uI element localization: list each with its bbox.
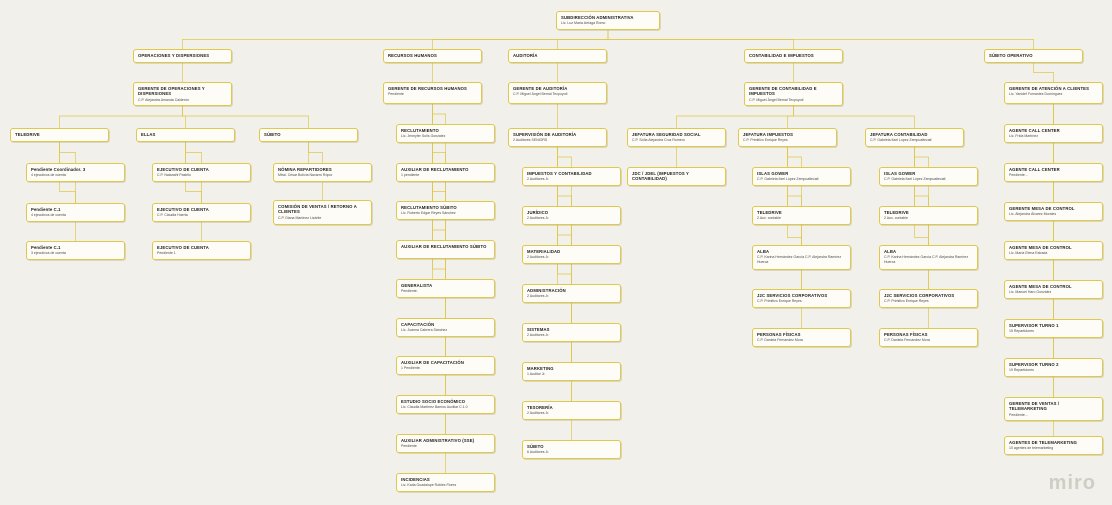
org-node-a4[interactable] xyxy=(522,284,621,303)
org-node-ji2[interactable] xyxy=(752,206,851,225)
org-node-title: Pendiente Coordinador. 3 xyxy=(31,167,86,172)
org-node-subtitle: C.P. Sofía Alejandra Cruz Romero xyxy=(632,138,685,143)
org-node-so8[interactable] xyxy=(1004,397,1103,421)
org-node-ger_op[interactable] xyxy=(133,82,232,106)
org-node-rh2[interactable] xyxy=(396,163,495,182)
org-node-subtitle: C.P. Alejandra Amanda Calderón xyxy=(138,97,189,102)
org-node-title: RECURSOS HUMANOS xyxy=(388,53,437,58)
org-node-col4_head[interactable] xyxy=(744,49,843,63)
org-node-s2[interactable] xyxy=(273,200,372,225)
org-node-subtitle: C.P. Daniela Fernandez Mora xyxy=(757,338,803,343)
org-node-title: SUPERVISOR TURNO 1 xyxy=(1009,323,1059,328)
org-node-subtitle: C.P. Primitivo Enrique Reyes xyxy=(757,299,802,304)
org-node-jss[interactable] xyxy=(627,128,726,147)
org-node-so3[interactable] xyxy=(1004,202,1103,221)
org-node-title: TESORERÍA xyxy=(527,405,553,410)
org-node-teledrive[interactable] xyxy=(10,128,109,142)
org-node-a3[interactable] xyxy=(522,245,621,264)
org-node-title: RECLUTAMIENTO SÚBITO xyxy=(401,205,457,210)
org-node-title: PERSONAS FÍSICAS xyxy=(757,332,801,337)
org-node-e3[interactable] xyxy=(152,241,251,260)
org-node-jc3[interactable] xyxy=(879,245,978,270)
org-node-so1[interactable] xyxy=(1004,124,1103,143)
org-node-title: JEFATURA IMPUESTOS xyxy=(743,132,794,137)
org-node-ger_au[interactable] xyxy=(508,82,607,104)
org-node-jimp[interactable] xyxy=(738,128,837,147)
org-node-title: GERENTE DE ATENCIÓN A CLIENTES xyxy=(1009,86,1090,91)
org-node-subtitle: 6 Auditores Jr. xyxy=(527,450,550,455)
org-node-title: INCIDENCIAS xyxy=(401,477,430,482)
org-node-subtitle: 2 Auditores Jr. xyxy=(527,411,550,416)
org-node-subtitle: Lic. Roberto Edgar Reyes Sánchez xyxy=(401,211,456,216)
org-node-title: ISLAS GOWER xyxy=(757,171,789,176)
org-node-a7[interactable] xyxy=(522,401,621,420)
org-node-col3_head[interactable] xyxy=(508,49,607,63)
org-node-jcon[interactable] xyxy=(865,128,964,147)
org-node-title: J2C SERVICIOS CORPORATIVOS xyxy=(884,293,955,298)
org-node-title: JEFATURA SEGURIDAD SOCIAL xyxy=(632,132,701,137)
org-node-subtitle: Pendiente 1 xyxy=(157,251,176,256)
org-node-title: CAPACITACIÓN xyxy=(401,322,435,327)
org-node-t3[interactable] xyxy=(26,241,125,260)
org-node-col1_head[interactable] xyxy=(133,49,232,63)
org-node-s1[interactable] xyxy=(273,163,372,182)
org-node-title: ESTUDIO SOCIO ECONÓMICO xyxy=(401,399,466,404)
org-node-subtitle: 4 ejecutivos de cuenta xyxy=(31,173,66,178)
org-node-subtitle: Lic. María Elena Estrada xyxy=(1009,251,1048,256)
org-node-title: COMISIÓN DE VENTAS / RETORNO A CLIENTES xyxy=(278,204,357,215)
org-node-title: EJECUTIVO DE CUENTA xyxy=(157,167,209,172)
org-node-title: SÚBITO xyxy=(527,444,544,449)
org-node-title: ELLAS xyxy=(141,132,156,137)
org-node-a1[interactable] xyxy=(522,167,621,186)
org-node-title: SUPERVISOR TURNO 2 xyxy=(1009,362,1059,367)
org-node-subtitle: 2 Auditores Jr. xyxy=(527,294,550,299)
org-node-subtitle: C.P. Gabriela Itzel López Zempualtecatl xyxy=(884,177,946,182)
org-node-so7[interactable] xyxy=(1004,358,1103,377)
org-node-subtitle: 1 pendiente xyxy=(401,173,420,178)
org-node-subtitle: C.P. Miguel Ángel Bernal Tecpoyotl xyxy=(513,92,568,97)
org-node-title: TELEDRIVE xyxy=(884,210,909,215)
org-node-subtitle: C.P. Primitivo Enrique Reyes xyxy=(743,138,788,143)
org-node-title: SÚBITO OPERATIVO xyxy=(989,53,1033,58)
org-node-jc4[interactable] xyxy=(879,289,978,308)
org-node-title: IMPUESTOS Y CONTABILIDAD xyxy=(527,171,592,176)
org-node-subtitle: Lic. Alejandra Álvarez Morales xyxy=(1009,212,1057,217)
org-node-title: SISTEMAS xyxy=(527,327,550,332)
org-node-ji3[interactable] xyxy=(752,245,851,270)
org-node-subtitle: 2 Auditores Jr. xyxy=(527,216,550,221)
org-node-title: TELEDRIVE xyxy=(757,210,782,215)
org-node-title: ISLAS GOWER xyxy=(884,171,916,176)
org-node-so4[interactable] xyxy=(1004,241,1103,260)
org-node-title: GERENTE MESA DE CONTROL xyxy=(1009,206,1075,211)
org-node-subtitle: 2 Auditores Jr. xyxy=(527,177,550,182)
org-node-title: EJECUTIVO DE CUENTA xyxy=(157,245,209,250)
org-node-title: AUXILIAR ADMINISTRATIVO (SSE) xyxy=(401,438,475,443)
org-node-subtitle: Pendiente xyxy=(401,444,417,449)
org-node-rh9[interactable] xyxy=(396,434,495,453)
org-node-rh1[interactable] xyxy=(396,124,495,143)
org-node-t2[interactable] xyxy=(26,203,125,222)
org-node-subtitle: 15 Repartidores xyxy=(1009,329,1034,334)
org-node-subtitle: 2 Auditores Jr. xyxy=(527,255,550,260)
org-node-subtitle: 2 Aux. contable xyxy=(757,216,781,221)
org-node-subtitle: C.P. Claudia Huerta xyxy=(157,213,188,218)
org-node-title: SUPERVISIÓN DE AUDITORÍA xyxy=(513,132,577,137)
org-node-title: AUDITORÍA xyxy=(513,53,538,58)
org-node-subtitle: 2 Auditores SENIORS xyxy=(513,138,548,143)
org-node-subtitle: 2 Auditores Jr. xyxy=(527,333,550,338)
org-node-title: AUXILIAR DE RECLUTAMIENTO SÚBITO xyxy=(401,244,487,249)
org-node-subtitle: C.P. Karina Hernández García C.P. Alejandra Ramírez Huerca xyxy=(884,255,969,264)
org-node-ellas[interactable] xyxy=(136,128,235,142)
org-node-ger_ci[interactable] xyxy=(744,82,843,106)
org-node-ger_so[interactable] xyxy=(1004,82,1103,104)
org-node-title: GERENTE DE OPERACIONES Y DISPERSIONES xyxy=(138,86,205,97)
org-node-title: CONTABILIDAD E IMPUESTOS xyxy=(749,53,814,58)
org-node-title: ALBA xyxy=(757,249,770,254)
org-node-subtitle: C.P. Diana Martínez Lizárite xyxy=(278,215,322,220)
org-node-title: JDC / JDEL (IMPUESTOS Y CONTABILIDAD) xyxy=(632,171,689,182)
org-node-title: NÓMINA REPARTIDORES xyxy=(278,167,332,172)
org-node-subtitle: 10 agentes de telemarketing xyxy=(1009,446,1054,451)
org-node-subtitle: C.P. Daniela Fernandez Mora xyxy=(884,338,930,343)
org-node-e2[interactable] xyxy=(152,203,251,222)
org-node-subtitle: Pendiente... xyxy=(1009,173,1028,178)
org-node-title: AGENTES DE TELEMARKETING xyxy=(1009,440,1078,445)
org-node-subtitle: Lic. Claudia Martínez Barrios Auxiliar C.1.0 xyxy=(401,405,468,410)
org-node-title: GERENTE DE VENTAS / TELEMARKETING xyxy=(1009,401,1060,412)
org-node-subtitle: C.P. Karina Hernández García C.P. Alejandra Ramírez Huerca xyxy=(757,255,842,264)
org-node-jc2[interactable] xyxy=(879,206,978,225)
org-node-rh3[interactable] xyxy=(396,201,495,220)
org-node-title: ALBA xyxy=(884,249,897,254)
org-node-a8[interactable] xyxy=(522,440,621,459)
org-node-a6[interactable] xyxy=(522,362,621,381)
org-node-ji1[interactable] xyxy=(752,167,851,186)
org-node-subtitle: Lic. Karla Guadalupe Robles Flores xyxy=(401,483,457,488)
org-node-title: GERENTE DE CONTABILIDAD E IMPUESTOS xyxy=(749,86,817,97)
org-node-jss1[interactable] xyxy=(627,167,726,186)
org-node-so2[interactable] xyxy=(1004,163,1103,182)
org-node-title: SUBDIRECCIÓN ADMINISTRATIVA xyxy=(561,15,634,20)
org-node-title: MARKETING xyxy=(527,366,554,371)
org-node-subtitle: Lic. Yanidef Fumantes Domínguez xyxy=(1009,92,1063,97)
org-node-a5[interactable] xyxy=(522,323,621,342)
org-node-jc5[interactable] xyxy=(879,328,978,347)
org-node-subtitle: 1 Pendiente. xyxy=(401,366,421,371)
org-node-title: PERSONAS FÍSICAS xyxy=(884,332,928,337)
org-node-title: GENERALISTA xyxy=(401,283,433,288)
org-node-title: RECLUTAMIENTO xyxy=(401,128,439,133)
org-node-so6[interactable] xyxy=(1004,319,1103,338)
org-node-subtitle: 3 ejecutivos de cuenta xyxy=(31,251,66,256)
org-node-title: Pendiente C.1 xyxy=(31,245,61,250)
org-node-title: Pendiente C.1 xyxy=(31,207,61,212)
org-node-title: EJECUTIVO DE CUENTA xyxy=(157,207,209,212)
org-node-e1[interactable] xyxy=(152,163,251,182)
org-node-title: OPERACIONES Y DISPERSIONES xyxy=(138,53,210,58)
org-node-rh4[interactable] xyxy=(396,240,495,259)
org-node-title: JURÍDICO xyxy=(527,210,549,215)
org-node-subtitle: 2 Aux. contable xyxy=(884,216,908,221)
org-node-subtitle: Lic. Jennyfer Solís Gonzalez xyxy=(401,134,446,139)
org-node-title: AGENTE CALL CENTER xyxy=(1009,167,1060,172)
org-node-ji4[interactable] xyxy=(752,289,851,308)
org-node-col5_head[interactable] xyxy=(984,49,1083,63)
org-node-title: AUXILIAR DE RECLUTAMIENTO xyxy=(401,167,469,172)
org-node-rh6[interactable] xyxy=(396,318,495,337)
org-node-title: AGENTE CALL CENTER xyxy=(1009,128,1060,133)
org-node-title: ADMINISTRACIÓN xyxy=(527,288,566,293)
org-node-subtitle: C.P. Primitivo Enrique Reyes xyxy=(884,299,929,304)
org-node-title: GERENTE DE AUDITORÍA xyxy=(513,86,568,91)
miro-watermark: miro xyxy=(1048,472,1096,494)
org-node-subtitle: Lic. Joanna Cabrera Sánchez xyxy=(401,328,448,333)
org-node-so5[interactable] xyxy=(1004,280,1103,299)
org-node-subtitle: C.P. Gabriela Itzel López Zempualtecatl xyxy=(870,138,932,143)
org-node-rh5[interactable] xyxy=(396,279,495,298)
org-node-subtitle: C.P. Gabriela Itzel López Zempualtecatl xyxy=(757,177,819,182)
org-node-rh10[interactable] xyxy=(396,473,495,492)
org-node-rh7[interactable] xyxy=(396,356,495,375)
org-node-subtitle: Pendiente... xyxy=(1009,412,1028,417)
org-node-subtitle: Lic. Manuel Haro González xyxy=(1009,290,1052,295)
org-node-title: J2C SERVICIOS CORPORATIVOS xyxy=(757,293,828,298)
org-node-title: AUXILIAR DE CAPACITACIÓN xyxy=(401,360,464,365)
org-node-subtitle: Lic. Luz María Arriaga Romo xyxy=(561,21,606,26)
org-node-subtitle: C.P. Miguel Ángel Bernal Tecpoyotl xyxy=(749,97,804,102)
org-node-ji5[interactable] xyxy=(752,328,851,347)
org-node-subtitle: 19 Repartidores xyxy=(1009,368,1034,373)
org-node-subtitle: 1 Auditor Jr. xyxy=(527,372,546,377)
org-node-title: AGENTE MESA DE CONTROL xyxy=(1009,284,1072,289)
org-node-jc1[interactable] xyxy=(879,167,978,186)
org-node-subtitle: Mtral. César Bolívia Navarro Rópur xyxy=(278,173,333,178)
org-node-subtitle: 4 ejecutivos de cuenta xyxy=(31,213,66,218)
org-node-subtitle: Pendiente xyxy=(388,92,404,97)
org-node-sup_aud[interactable] xyxy=(508,128,607,147)
org-node-subtitle: Pendiente. xyxy=(401,289,418,294)
org-node-ger_rh[interactable] xyxy=(383,82,482,104)
org-node-subito[interactable] xyxy=(259,128,358,142)
org-node-root[interactable] xyxy=(556,11,660,30)
org-node-title: AGENTE MESA DE CONTROL xyxy=(1009,245,1072,250)
org-node-a2[interactable] xyxy=(522,206,621,225)
org-node-title: MATERIALIDAD xyxy=(527,249,561,254)
org-node-so9[interactable] xyxy=(1004,436,1103,455)
org-node-title: JEFATURA CONTABILIDAD xyxy=(870,132,928,137)
org-node-col2_head[interactable] xyxy=(383,49,482,63)
org-node-title: GERENTE DE RECURSOS HUMANOS xyxy=(388,86,467,91)
org-node-subtitle: C.P. Natanahi Pastrllo xyxy=(157,173,191,178)
org-node-rh8[interactable] xyxy=(396,395,495,414)
org-node-t1[interactable] xyxy=(26,163,125,182)
org-node-title: SÚBITO xyxy=(264,132,281,137)
org-node-subtitle: Lic. Frida Martínez xyxy=(1009,134,1038,139)
org-node-title: TELEDRIVE xyxy=(15,132,40,137)
